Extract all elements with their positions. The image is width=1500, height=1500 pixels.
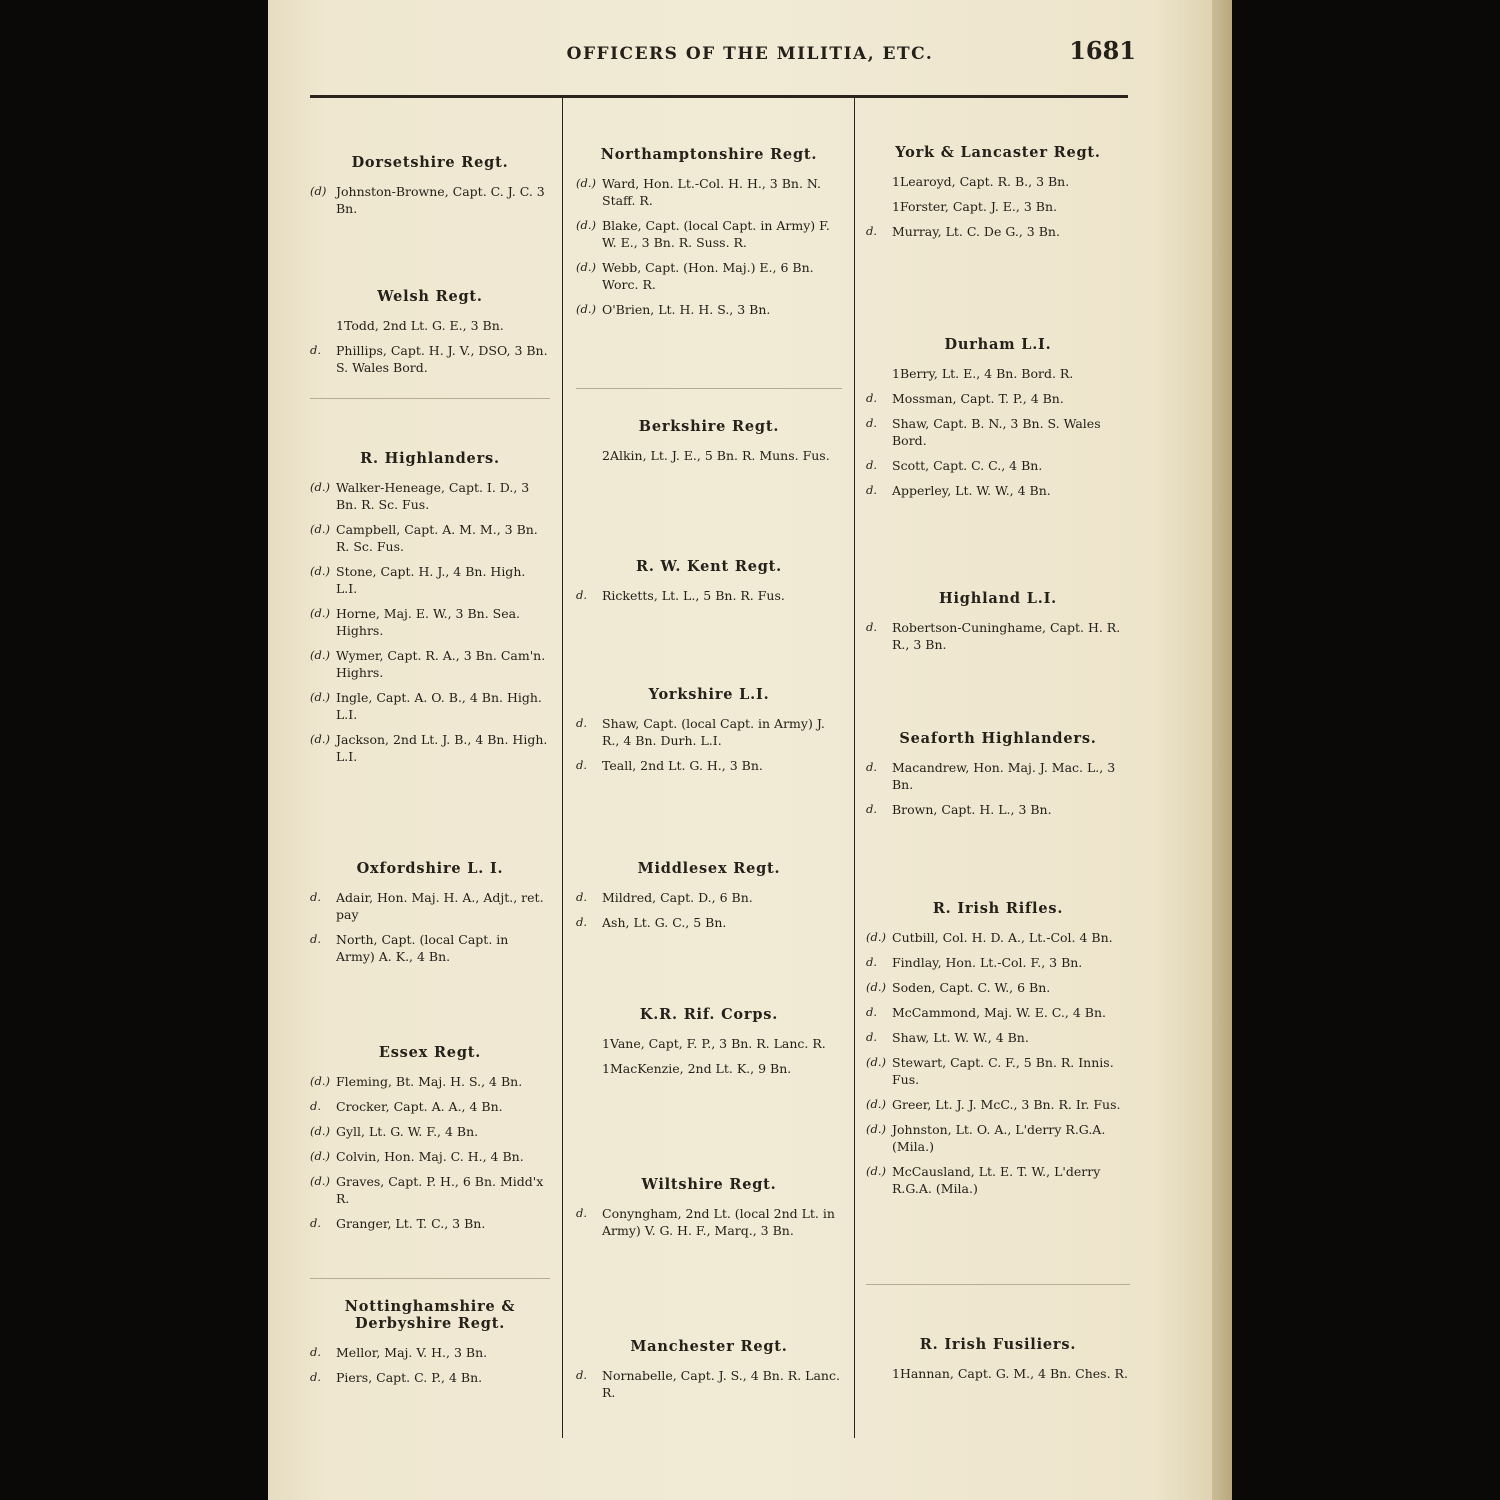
entry-prefix (866, 198, 892, 215)
section-title: York & Lancaster Regt. (895, 144, 1101, 161)
page-title: OFFICERS OF THE MILITIA, ETC. (566, 44, 934, 64)
section-title: Seaforth Highlanders. (899, 730, 1097, 747)
entry-prefix: (d.) (866, 1055, 886, 1069)
officer-entry (310, 1148, 550, 1165)
entry-text: Conyngham, 2nd Lt. (local 2nd Lt. in Army) V. G. H. F., Marq., 3 Bn. (602, 1206, 835, 1238)
entry-text: 1Berry, Lt. E., 4 Bn. Bord. R. (892, 366, 1074, 381)
officer-entry (866, 801, 1130, 818)
entry-prefix: d. (866, 955, 878, 969)
entry-text: Soden, Capt. C. W., 6 Bn. (892, 980, 1051, 995)
entry-prefix: d. (310, 1099, 322, 1113)
section (310, 1044, 550, 1240)
officer-entry (576, 1205, 842, 1239)
entry-text: O'Brien, Lt. H. H. S., 3 Bn. (602, 302, 771, 317)
entry-prefix: d. (866, 1030, 878, 1044)
entry-prefix: d. (866, 416, 878, 430)
entry-text: Piers, Capt. C. P., 4 Bn. (336, 1370, 483, 1385)
section (866, 144, 1130, 248)
entry-prefix: d. (310, 343, 322, 357)
officer-entry (866, 457, 1130, 474)
entry-prefix: (d.) (866, 1164, 886, 1178)
section-title: Highland L.I. (939, 590, 1057, 607)
entry-text: Findlay, Hon. Lt.-Col. F., 3 Bn. (892, 955, 1083, 970)
entry-prefix: (d.) (310, 732, 330, 746)
column-divider-1 (562, 98, 563, 1438)
section (576, 146, 842, 326)
entry-text: 2Alkin, Lt. J. E., 5 Bn. R. Muns. Fus. (602, 448, 830, 463)
officer-entry (866, 979, 1130, 996)
section-title: Dorsetshire Regt. (351, 154, 509, 171)
entry-prefix: (d.) (866, 1097, 886, 1111)
section (576, 1338, 842, 1409)
entry-prefix: d. (310, 1370, 322, 1384)
entry-text: Johnston, Lt. O. A., L'derry R.G.A. (Mila.) (892, 1122, 1106, 1154)
section (866, 730, 1130, 826)
entry-text: Cutbill, Col. H. D. A., Lt.-Col. 4 Bn. (892, 930, 1113, 945)
officer-entry (310, 563, 550, 597)
entry-text: Horne, Maj. E. W., 3 Bn. Sea. Highrs. (336, 606, 521, 638)
entry-text: Nornabelle, Capt. J. S., 4 Bn. R. Lanc. R. (602, 1368, 840, 1400)
section-title: Yorkshire L.I. (648, 686, 770, 703)
officer-entry (310, 889, 550, 923)
entry-text: Adair, Hon. Maj. H. A., Adjt., ret. pay (336, 890, 544, 922)
entry-prefix: d. (576, 758, 588, 772)
officer-entry (576, 447, 842, 464)
entry-prefix: d. (866, 391, 878, 405)
entry-text: 1MacKenzie, 2nd Lt. K., 9 Bn. (602, 1061, 792, 1076)
entry-text: Shaw, Capt. (local Capt. in Army) J. R., 4 Bn. Durh. L.I. (602, 716, 825, 748)
entry-prefix: d. (576, 716, 588, 730)
entry-prefix (576, 1060, 602, 1077)
entry-text: Shaw, Capt. B. N., 3 Bn. S. Wales Bord. (892, 416, 1101, 448)
entry-text: Shaw, Lt. W. W., 4 Bn. (892, 1030, 1029, 1045)
officer-entry (866, 1096, 1130, 1113)
entry-prefix: d. (576, 915, 588, 929)
officer-entry (310, 342, 550, 376)
entry-prefix: d. (576, 588, 588, 602)
entry-prefix: d. (866, 224, 878, 238)
officer-entry (576, 757, 842, 774)
entry-prefix: (d.) (310, 648, 330, 662)
officer-entry (866, 1054, 1130, 1088)
officer-entry (866, 390, 1130, 407)
officer-entry (866, 1163, 1130, 1197)
entry-prefix: (d.) (310, 522, 330, 536)
entry-prefix: d. (576, 1206, 588, 1220)
entry-text: Webb, Capt. (Hon. Maj.) E., 6 Bn. Worc. R. (602, 260, 814, 292)
entry-text: Johnston-Browne, Capt. C. J. C. 3 Bn. (336, 184, 545, 216)
entry-prefix: d. (576, 890, 588, 904)
entry-text: Stewart, Capt. C. F., 5 Bn. R. Innis. Fus. (892, 1055, 1114, 1087)
officer-entry (866, 1029, 1130, 1046)
entry-prefix: (d.) (576, 302, 596, 316)
officer-entry (310, 931, 550, 965)
officer-entry (866, 365, 1130, 382)
officer-entry (866, 198, 1130, 215)
column-divider-2 (854, 98, 855, 1438)
section-title: Berkshire Regt. (638, 418, 780, 435)
entry-text: Mildred, Capt. D., 6 Bn. (602, 890, 753, 905)
officer-entry (866, 1365, 1130, 1382)
section-title: Middlesex Regt. (637, 860, 781, 877)
entry-prefix (310, 317, 336, 334)
entry-prefix: (d.) (576, 260, 596, 274)
entry-text: Graves, Capt. P. H., 6 Bn. Midd'x R. (336, 1174, 544, 1206)
officer-entry (310, 1073, 550, 1090)
entry-prefix: (d.) (310, 1074, 330, 1088)
separator (576, 388, 842, 389)
entry-prefix: d. (576, 1368, 588, 1382)
entry-text: 1Forster, Capt. J. E., 3 Bn. (892, 199, 1057, 214)
officer-entry (310, 1098, 550, 1115)
officer-entry (866, 1004, 1130, 1021)
entry-text: Blake, Capt. (local Capt. in Army) F. W. E., 3 Bn. R. Suss. R. (602, 218, 830, 250)
section-title: K.R. Rif. Corps. (639, 1006, 779, 1023)
officer-entry (310, 689, 550, 723)
officer-entry (310, 1369, 550, 1386)
section-title: Durham L.I. (944, 336, 1052, 353)
section-title: R. Irish Fusiliers. (919, 1336, 1077, 1353)
section (576, 686, 842, 782)
officer-entry (576, 301, 842, 318)
officer-entry (310, 605, 550, 639)
entry-prefix: (d.) (866, 930, 886, 944)
officer-entry (310, 1123, 550, 1140)
officer-entry (310, 1344, 550, 1361)
officer-entry (576, 889, 842, 906)
section (310, 1298, 550, 1394)
entry-prefix: (d.) (310, 690, 330, 704)
entry-prefix (866, 365, 892, 382)
section-title: Manchester Regt. (630, 1338, 788, 1355)
officer-entry (310, 731, 550, 765)
officer-entry (310, 183, 550, 217)
entry-text: McCammond, Maj. W. E. C., 4 Bn. (892, 1005, 1106, 1020)
entry-text: McCausland, Lt. E. T. W., L'derry R.G.A. (Mila.) (892, 1164, 1101, 1196)
page-number: 1681 (1069, 36, 1136, 65)
officer-entry (866, 619, 1130, 653)
officer-entry (576, 715, 842, 749)
entry-text: 1Learoyd, Capt. R. B., 3 Bn. (892, 174, 1070, 189)
officer-entry (576, 217, 842, 251)
officer-entry (310, 317, 550, 334)
section (576, 860, 842, 939)
section (310, 450, 550, 773)
entry-prefix: d. (866, 1005, 878, 1019)
officer-entry (866, 759, 1130, 793)
entry-prefix: d. (310, 932, 322, 946)
entry-prefix: (d.) (310, 1149, 330, 1163)
entry-text: Ash, Lt. G. C., 5 Bn. (602, 915, 727, 930)
entry-prefix: (d.) (310, 1124, 330, 1138)
entry-text: Teall, 2nd Lt. G. H., 3 Bn. (602, 758, 763, 773)
officer-entry (310, 521, 550, 555)
entry-text: Walker-Heneage, Capt. I. D., 3 Bn. R. Sc. Fus. (336, 480, 530, 512)
entry-prefix: d. (866, 760, 878, 774)
entry-prefix: d. (866, 802, 878, 816)
officer-entry (576, 1367, 842, 1401)
entry-prefix: d. (310, 1345, 322, 1359)
entry-text: Fleming, Bt. Maj. H. S., 4 Bn. (336, 1074, 523, 1089)
entry-text: Apperley, Lt. W. W., 4 Bn. (892, 483, 1051, 498)
section (576, 418, 842, 472)
entry-text: Colvin, Hon. Maj. C. H., 4 Bn. (336, 1149, 524, 1164)
entry-text: Robertson-Cuninghame, Capt. H. R. R., 3 Bn. (892, 620, 1121, 652)
separator (310, 398, 550, 399)
header-rule (310, 95, 1128, 98)
entry-prefix: (d.) (576, 176, 596, 190)
section-title: Northamptonshire Regt. (600, 146, 818, 163)
officer-entry (310, 1215, 550, 1232)
entry-text: Mossman, Capt. T. P., 4 Bn. (892, 391, 1064, 406)
officer-entry (866, 954, 1130, 971)
officer-entry (866, 1121, 1130, 1155)
entry-text: 1Hannan, Capt. G. M., 4 Bn. Ches. R. (892, 1366, 1128, 1381)
entry-prefix: (d) (310, 184, 327, 198)
entry-text: Stone, Capt. H. J., 4 Bn. High. L.I. (336, 564, 526, 596)
officer-entry (866, 482, 1130, 499)
entry-text: Crocker, Capt. A. A., 4 Bn. (336, 1099, 503, 1114)
officer-entry (576, 914, 842, 931)
officer-entry (310, 647, 550, 681)
entry-prefix: (d.) (866, 1122, 886, 1136)
officer-entry (576, 175, 842, 209)
section-title: R. Irish Rifles. (932, 900, 1064, 917)
section (866, 900, 1130, 1205)
entry-text: Ingle, Capt. A. O. B., 4 Bn. High. L.I. (336, 690, 542, 722)
officer-entry (310, 479, 550, 513)
entry-prefix: (d.) (310, 564, 330, 578)
section (576, 1006, 842, 1085)
section-title: Nottinghamshire & Derbyshire Regt. (344, 1298, 516, 1332)
officer-entry (576, 1060, 842, 1077)
entry-text: Gyll, Lt. G. W. F., 4 Bn. (336, 1124, 479, 1139)
entry-text: 1Todd, 2nd Lt. G. E., 3 Bn. (336, 318, 504, 333)
officer-entry (866, 173, 1130, 190)
entry-text: Ward, Hon. Lt.-Col. H. H., 3 Bn. N. Staff. R. (602, 176, 822, 208)
section (866, 590, 1130, 661)
entry-text: Mellor, Maj. V. H., 3 Bn. (336, 1345, 488, 1360)
entry-prefix (866, 1365, 892, 1382)
officer-entry (576, 1035, 842, 1052)
officer-entry (866, 415, 1130, 449)
entry-prefix (576, 1035, 602, 1052)
entry-text: Phillips, Capt. H. J. V., DSO, 3 Bn. S. Wales Bord. (336, 343, 548, 375)
entry-text: 1Vane, Capt, F. P., 3 Bn. R. Lanc. R. (602, 1036, 826, 1051)
section-title: Wiltshire Regt. (641, 1176, 777, 1193)
entry-text: Campbell, Capt. A. M. M., 3 Bn. R. Sc. Fus. (336, 522, 538, 554)
entry-prefix: (d.) (310, 1174, 330, 1188)
officer-entry (576, 587, 842, 604)
officer-entry (310, 1173, 550, 1207)
section (310, 860, 550, 973)
section-title: R. Highlanders. (360, 450, 500, 467)
section-title: Essex Regt. (378, 1044, 482, 1061)
section (310, 154, 550, 225)
separator (866, 1284, 1130, 1285)
officer-entry (866, 223, 1130, 240)
section-title: R. W. Kent Regt. (635, 558, 783, 575)
section (310, 288, 550, 384)
entry-prefix (866, 173, 892, 190)
officer-entry (576, 259, 842, 293)
section (576, 1176, 842, 1247)
book-page (268, 0, 1232, 1500)
section (866, 336, 1130, 507)
entry-prefix: d. (310, 1216, 322, 1230)
entry-text: Ricketts, Lt. L., 5 Bn. R. Fus. (602, 588, 785, 603)
entry-text: Murray, Lt. C. De G., 3 Bn. (892, 224, 1060, 239)
entry-text: Macandrew, Hon. Maj. J. Mac. L., 3 Bn. (892, 760, 1116, 792)
entry-prefix: (d.) (310, 606, 330, 620)
page-edge (1212, 0, 1232, 1500)
entry-prefix: d. (866, 620, 878, 634)
entry-prefix (576, 447, 602, 464)
section-title: Welsh Regt. (377, 288, 483, 305)
section (866, 1336, 1130, 1390)
entry-text: Jackson, 2nd Lt. J. B., 4 Bn. High. L.I. (336, 732, 548, 764)
officer-entry (866, 929, 1130, 946)
section (576, 558, 842, 612)
entry-prefix: d. (866, 458, 878, 472)
entry-text: Granger, Lt. T. C., 3 Bn. (336, 1216, 486, 1231)
separator (310, 1278, 550, 1279)
entry-prefix: (d.) (310, 480, 330, 494)
entry-prefix: (d.) (576, 218, 596, 232)
entry-text: Brown, Capt. H. L., 3 Bn. (892, 802, 1052, 817)
entry-text: Scott, Capt. C. C., 4 Bn. (892, 458, 1043, 473)
entry-text: Wymer, Capt. R. A., 3 Bn. Cam'n. Highrs. (336, 648, 546, 680)
entry-text: Greer, Lt. J. J. McC., 3 Bn. R. Ir. Fus. (892, 1097, 1121, 1112)
section-title: Oxfordshire L. I. (356, 860, 504, 877)
entry-prefix: d. (310, 890, 322, 904)
entry-text: North, Capt. (local Capt. in Army) A. K., 4 Bn. (336, 932, 509, 964)
entry-prefix: d. (866, 483, 878, 497)
entry-prefix: (d.) (866, 980, 886, 994)
